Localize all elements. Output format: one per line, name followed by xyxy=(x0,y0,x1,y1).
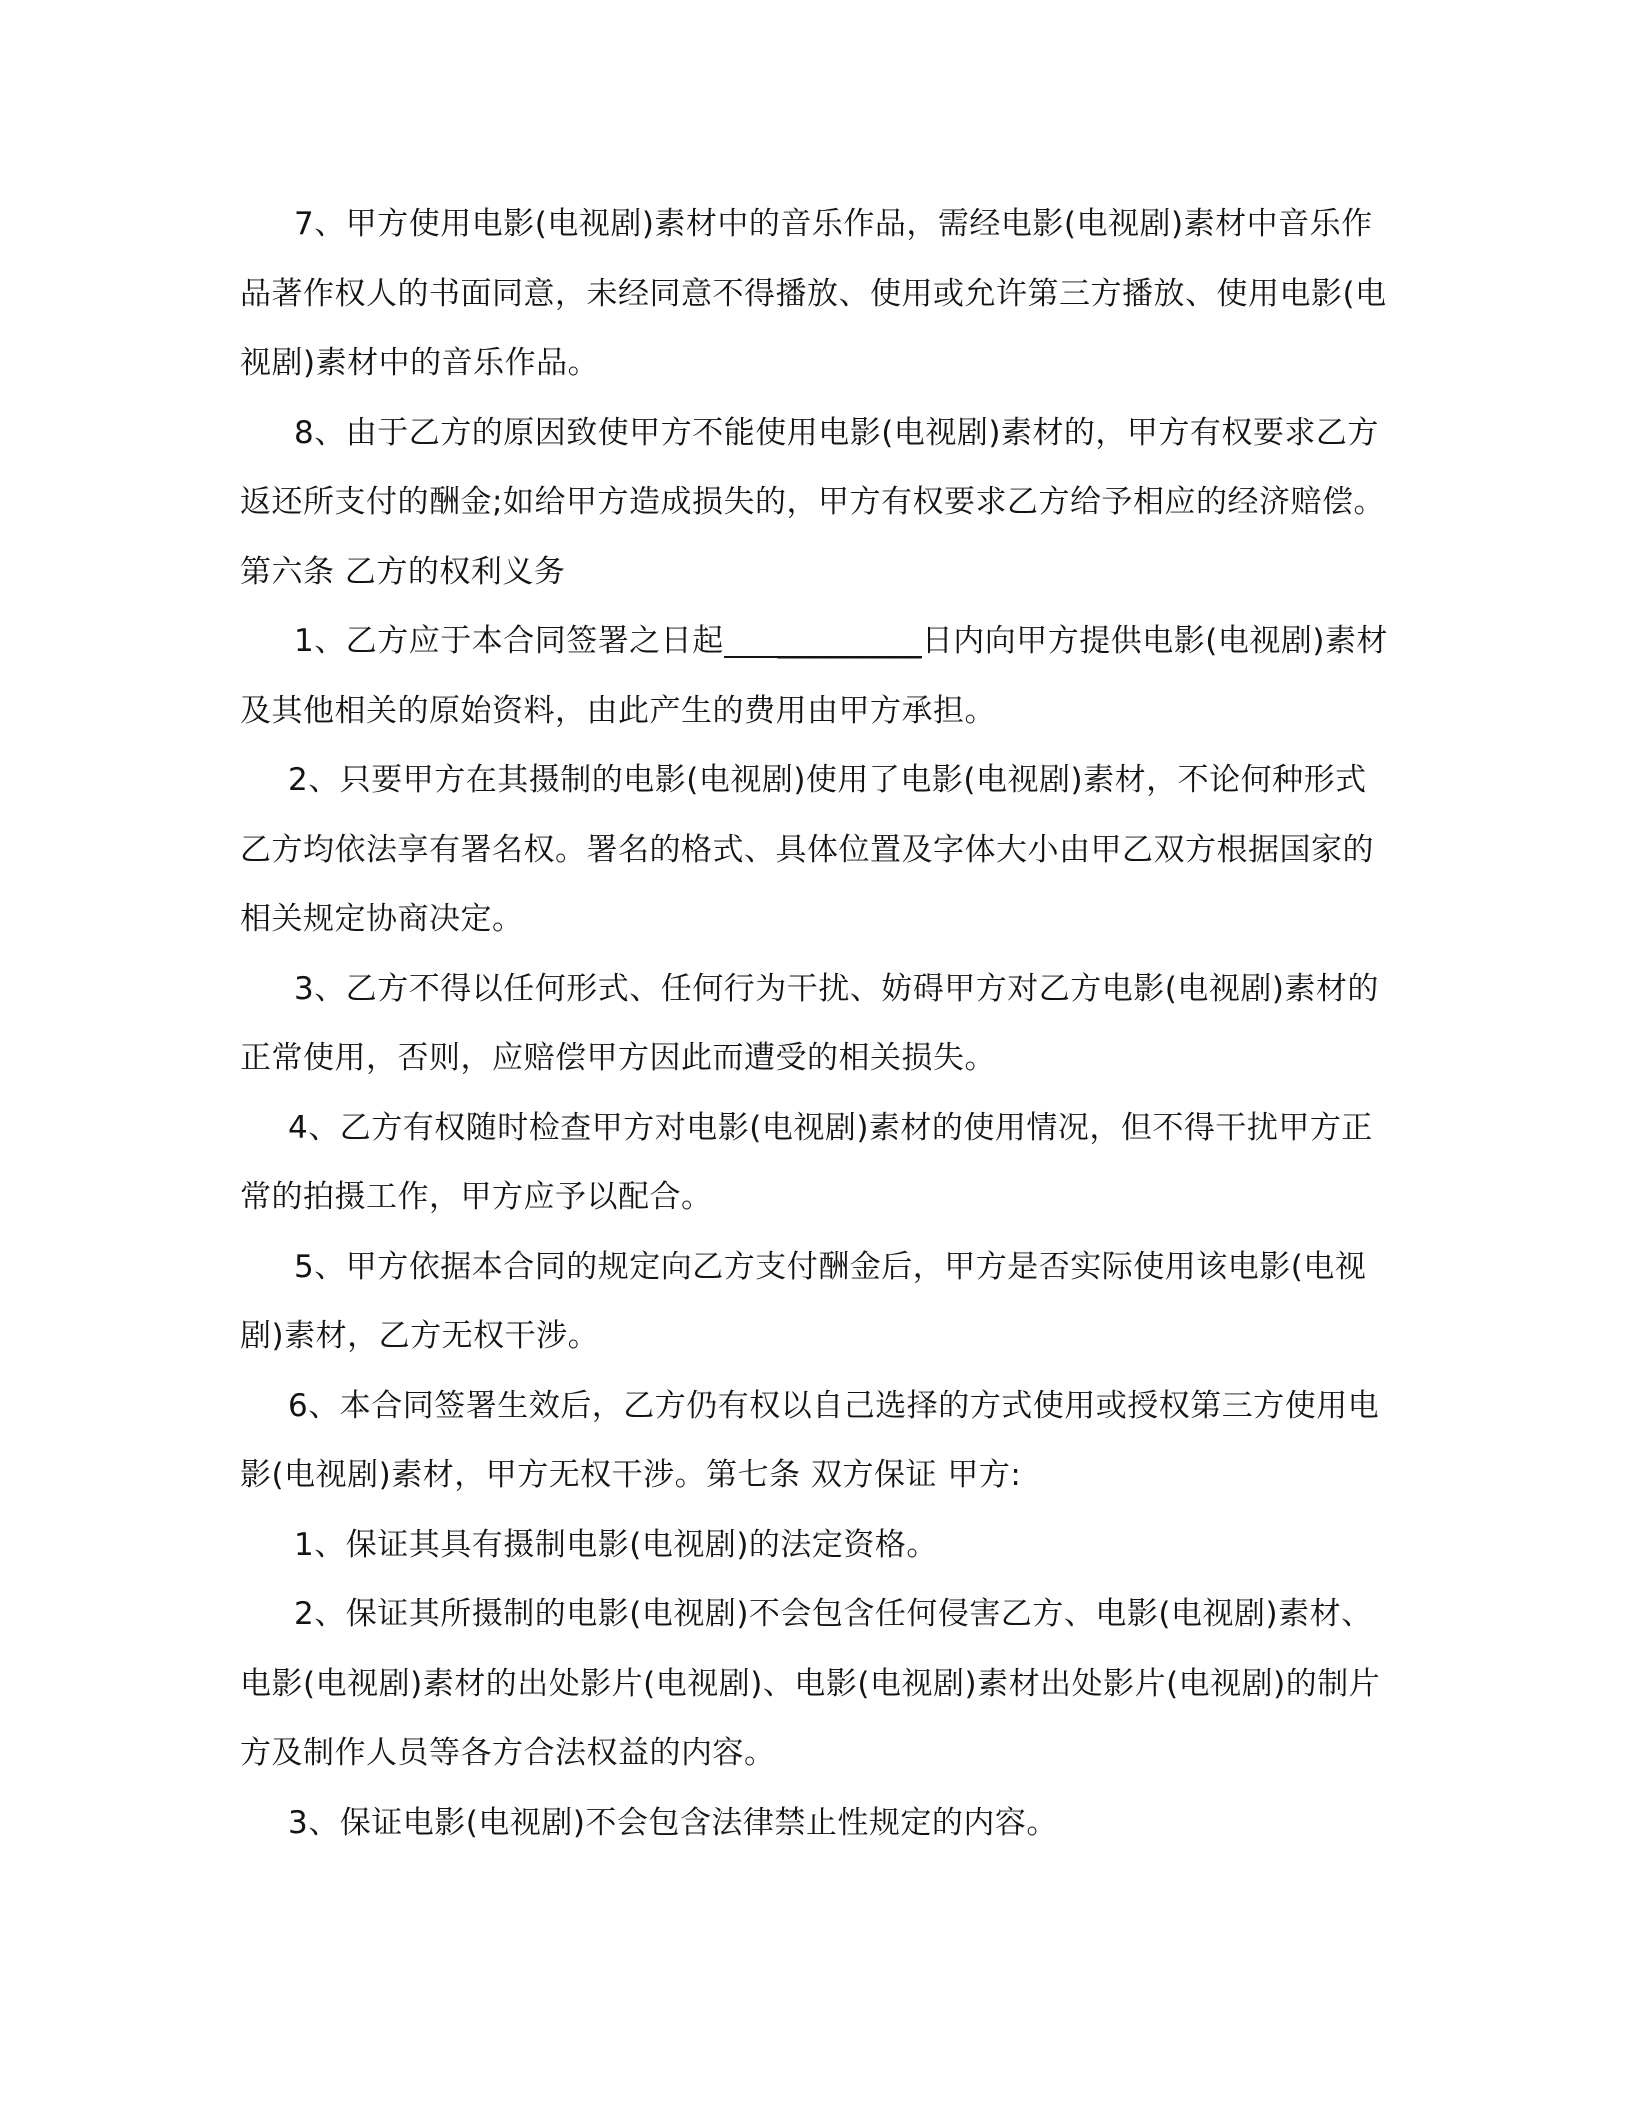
paragraph-clause-6-6: 6、本合同签署生效后，乙方仍有权以自己选择的方式使用或授权第三方使用电影(电视剧)素材，甲方无权干涉。第七条 双方保证 甲方: xyxy=(240,1387,1380,1493)
document-body xyxy=(240,190,1390,1858)
paragraph-clause-7-3: 3、保证电影(电视剧)不会包含法律禁止性规定的内容。 xyxy=(288,1804,1058,1841)
fill-in-blank: _________ xyxy=(724,626,922,658)
paragraph-clause-6-2: 2、只要甲方在其摄制的电影(电视剧)使用了电影(电视剧)素材，不论何种形式乙方均依法享有署名权。署名的格式、具体位置及字体大小由甲乙双方根据国家的相关规定协商决定。 xyxy=(240,762,1374,937)
paragraph-clause-7-2: 2、保证其所摄制的电影(电视剧)不会包含任何侵害乙方、电影(电视剧)素材、电影(电视剧)素材的出处影片(电视剧)、电影(电视剧)素材出处影片(电视剧)的制片方及制作人员等各方合法权益的内容。 xyxy=(240,1596,1381,1771)
paragraph-clause-7-1: 1、保证其具有摄制电影(电视剧)的法定资格。 xyxy=(294,1526,938,1563)
paragraph-clause-6-5: 5、甲方依据本合同的规定向乙方支付酬金后，甲方是否实际使用该电影(电视剧)素材，乙方无权干涉。 xyxy=(240,1248,1367,1354)
paragraph-clause-6-3: 3、乙方不得以任何形式、任何行为干扰、妨碍甲方对乙方电影(电视剧)素材的正常使用，否则，应赔偿甲方因此而遭受的相关损失。 xyxy=(240,970,1379,1076)
clause-6-1-text-before: 1、乙方应于本合同签署之日起 xyxy=(294,623,724,659)
paragraph-clause-6-4: 4、乙方有权随时检查甲方对电影(电视剧)素材的使用情况，但不得干扰甲方正常的拍摄工作，甲方应予以配合。 xyxy=(240,1109,1373,1215)
paragraph-clause-6-1 xyxy=(240,607,1390,746)
paragraph-clause-5-8: 8、由于乙方的原因致使甲方不能使用电影(电视剧)素材的，甲方有权要求乙方返还所支付的酬金;如给甲方造成损失的，甲方有权要求乙方给予相应的经济赔偿。第六条 乙方的权利义务 xyxy=(240,414,1385,590)
clause-6-1-text-after: 日内向甲方提供电影(电视剧)素材及其他相关的原始资料，由此产生的费用由甲方承担。 xyxy=(240,623,1388,729)
paragraph-clause-5-7: 7、甲方使用电影(电视剧)素材中的音乐作品，需经电影(电视剧)素材中音乐作品著作权人的书面同意，未经同意不得播放、使用或允许第三方播放、使用电影(电视剧)素材中的音乐作品。 xyxy=(240,206,1387,381)
